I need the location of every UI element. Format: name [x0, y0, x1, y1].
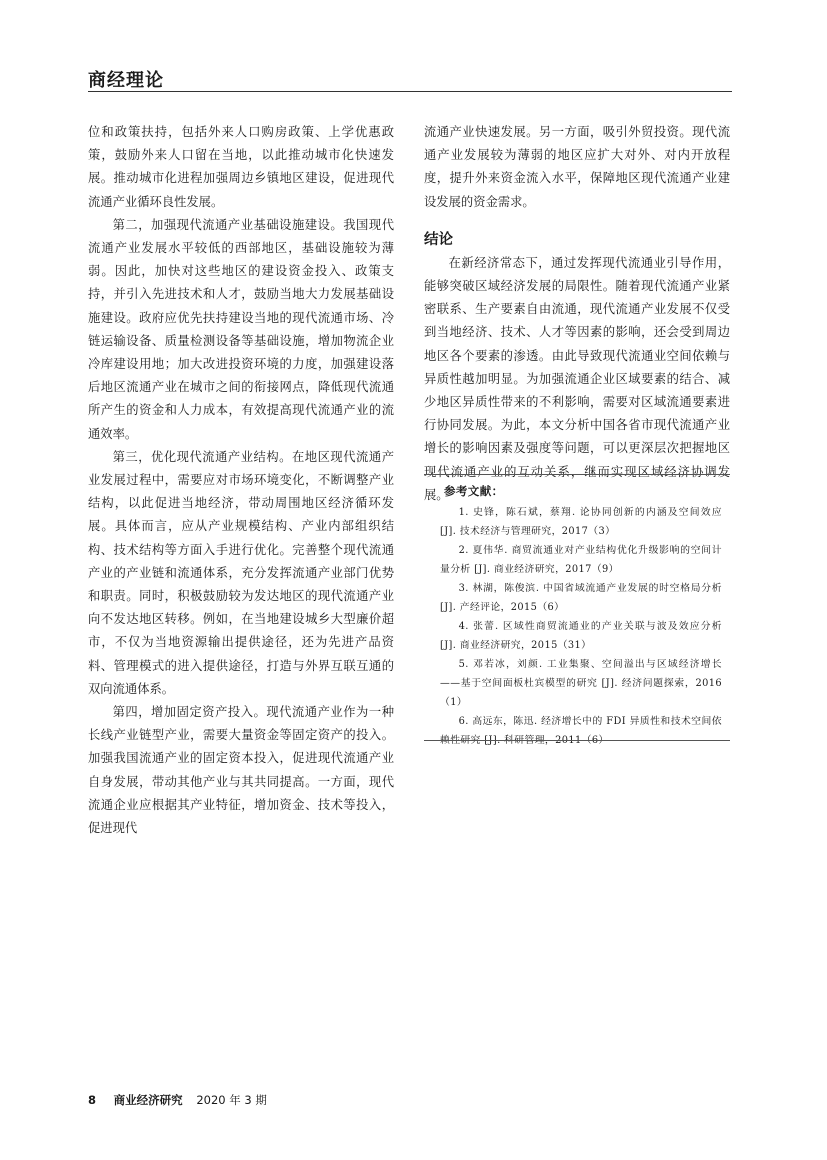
reference-item: 4. 张蕾. 区域性商贸流通业的产业关联与波及效应分析 [J]. 商业经济研究，2015（31）: [440, 621, 722, 651]
body-paragraph: 流通产业快速发展。另一方面，吸引外贸投资。现代流通产业发展较为薄弱的地区应扩大对外、对内开放程度，提升外来资金流入水平，保障地区现代流通产业建设发展的资金需求。: [424, 125, 730, 209]
right-column: [424, 121, 730, 507]
reference-item: 2. 夏伟华. 商贸流通业对产业结构优化升级影响的空间计量分析 [J]. 商业经济研究，2017（9）: [440, 545, 722, 575]
reference-item: 1. 史锋，陈石斌，蔡翔. 论协同创新的内涵及空间效应 [J]. 技术经济与管理研究，2017（3）: [440, 507, 722, 537]
body-paragraph: 位和政策扶持，包括外来人口购房政策、上学优惠政策，鼓励外来人口留在当地，以此推动城市化快速发展。推动城市化进程加强周边乡镇地区建设，促进现代流通产业循环良性发展。: [88, 125, 394, 209]
header-divider: [88, 91, 732, 92]
reference-item: 6. 高远东，陈迅. 经济增长中的 FDI 异质性和技术空间依赖性研究 [J]. 科研管理，2011（6）: [440, 716, 722, 746]
references-top-rule: [424, 474, 730, 475]
issue-label: 2020 年 3 期: [196, 1093, 267, 1107]
references-bottom-rule: [424, 740, 730, 741]
body-paragraph: 第二，加强现代流通产业基础设施建设。我国现代流通产业发展水平较低的西部地区，基础设施较为薄弱。因此，加快对这些地区的建设资金投入、政策支持，并引入先进技术和人才，鼓励当地大力发展基础设施建设。政府应优先扶持建设当地的现代流通市场、冷链运输设备、质量检测设备等基础设施，增加物流企业冷库建设用地；加大改进投资环境的力度，加强建设落后地区流通产业在城市之间的衔接网点，降低现代流通所产生的资金和人力成本，有效提高现代流通产业的流通效率。: [88, 217, 394, 441]
body-paragraph: 第三，优化现代流通产业结构。在地区现代流通产业发展过程中，需要应对市场环境变化，不断调整产业结构，以此促进当地经济，带动周围地区经济循环发展。具体而言，应从产业规模结构、产业内部组织结构、技术结构等方面入手进行优化。完善整个现代流通产业的产业链和流通体系，充分发挥流通产业部门优势和职责。同时，积极鼓励较为发达地区的现代流通产业向不发达地区转移。例如，在当地建设城乡大型廉价超市，不仅为当地资源输出提供途径，还为先进产品资料、管理模式的进入提供途径，打造与外界互联互通的双向流通体系。: [88, 449, 394, 696]
references-title: 参考文献：: [444, 484, 504, 498]
page-number: 8: [88, 1093, 97, 1107]
journal-name: 商业经济研究: [113, 1093, 183, 1107]
left-column: [88, 121, 394, 840]
reference-item: 5. 邓若冰，刘颜. 工业集聚、空间溢出与区域经济增长——基于空间面板杜宾模型的研究 [J]. 经济问题探索，2016（1）: [440, 659, 722, 708]
references-list: [440, 503, 722, 750]
conclusion-paragraph: 在新经济常态下，通过发挥现代流通业引导作用，能够突破区域经济发展的局限性。随着现代流通产业紧密联系、生产要素自由流通，现代流通产业发展不仅受到当地经济、技术、人才等因素的影响，还会受到周边地区各个要素的渗透。由此导致现代流通业空间依赖与异质性越加明显。为加强流通企业区域要素的结合、减少地区异质性带来的不利影响，需要对区域流通要素进行协同发展。为此，本文分析中国各省市现代流通产业增长的影响因素及强度等问题，可以更深层次把握地区现代流通产业的互动关系，继而实现区域经济协调发展。: [424, 255, 730, 502]
references-block: [440, 482, 722, 750]
reference-item: 3. 林湖，陈俊滨. 中国省域流通产业发展的时空格局分析 [J]. 产经评论，2015（6）: [440, 583, 722, 613]
body-paragraph: 第四，增加固定资产投入。现代流通产业作为一种长线产业链型产业，需要大量资金等固定资产的投入。加强我国流通产业的固定资本投入，促进现代流通产业自身发展，带动其他产业与其共同提高。一方面，现代流通企业应根据其产业特征，增加资金、技术等投入，促进现代: [88, 705, 394, 836]
conclusion-heading: 结论: [424, 231, 453, 248]
running-header-title: 商经理论: [88, 70, 164, 91]
page-footer: [88, 1092, 267, 1108]
